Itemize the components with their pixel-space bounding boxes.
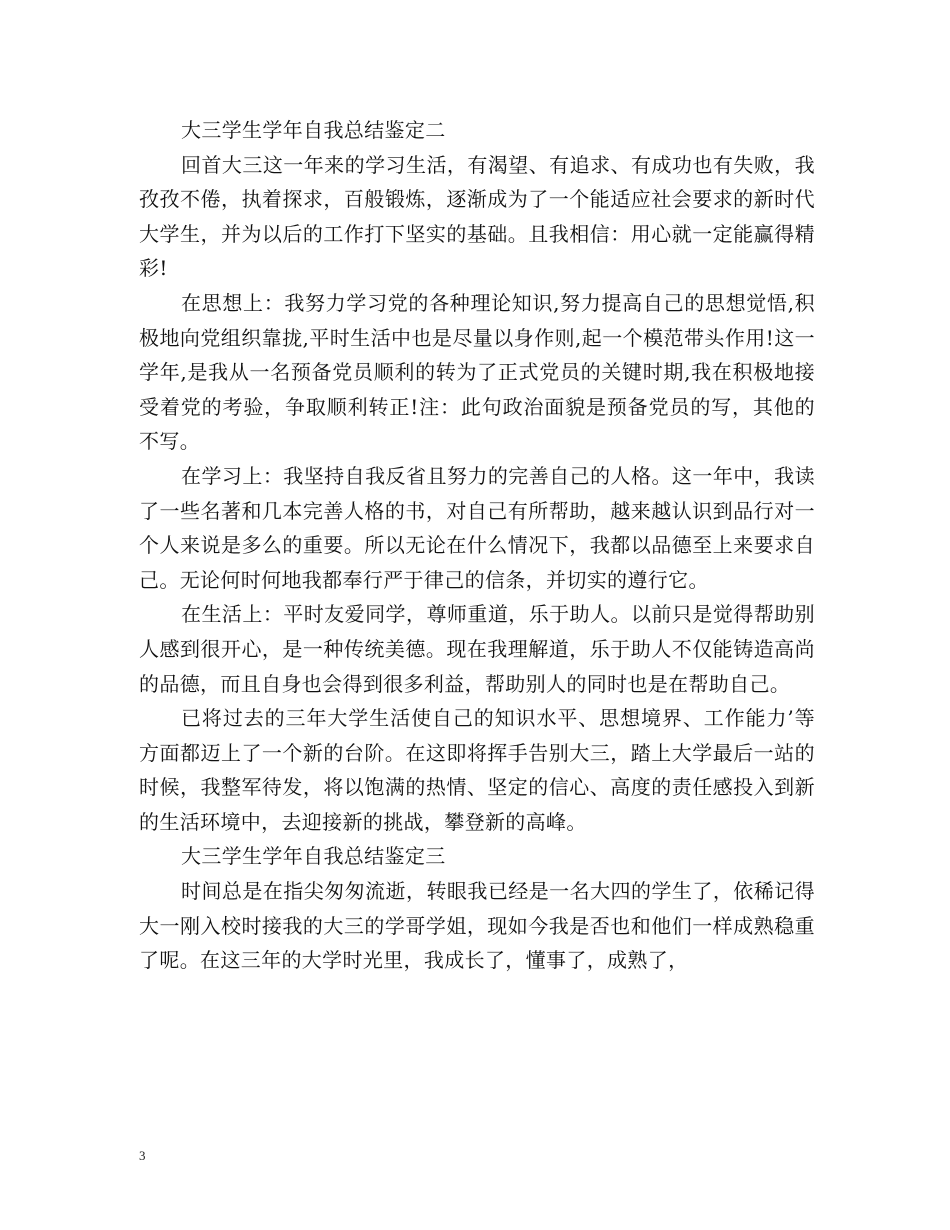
paragraph-study: 在学习上：我坚持自我反省且努力的完善自己的人格。这一年中，我读了一些名著和几本完善人格的书，对自己有所帮助，越来越认识到品行对一个人来说是多么的重要。所以无论在什么情况下，我都以品德至上来要求自己。无论何时何地我都奉行严于律己的信条，并切实的遵行它。 (139, 463, 815, 592)
section-heading-2: 大三学生学年自我总结鉴定二 (181, 118, 446, 142)
paragraph-intro: 回首大三这一年来的学习生活，有渴望、有追求、有成功也有失败，我孜孜不倦，执着探求，百般锻炼，逐渐成为了一个能适应社会要求的新时代大学生，并为以后的工作打下坚实的基础。且我相信：用心就一定能赢得精彩! (139, 152, 815, 281)
document-body (139, 113, 815, 978)
paragraph-time: 时间总是在指尖匆匆流逝，转眼我已经是一名大四的学生了，依稀记得大一刚入校时接我的大三的学哥学姐，现如今我是否也和他们一样成熟稳重了呢。在这三年的大学时光里，我成长了，懂事了，成熟了， (139, 879, 815, 973)
section-heading-3: 大三学生学年自我总结鉴定三 (181, 844, 446, 869)
paragraph-conclusion: 已将过去的三年大学生活使自己的知识水平、思想境界、工作能力’等方面都迈上了一个新的台阶。在这即将挥手告别大三，踏上大学最后一站的时候，我整军待发，将以饱满的热情、坚定的信心、高度的责任感投入到新的生活环境中，去迎接新的挑战，攀登新的高峰。 (139, 706, 815, 834)
paragraph-ideology: 在思想上：我努力学习党的各种理论知识,努力提高自己的思想觉悟,积极地向党组织靠拢,平时生活中也是尽量以身作则,起一个模范带头作用!这一学年,是我从一名预备党员顺利的转为了正式党员的关键时期,我在积极地接受着党的考验，争取顺利转正!注：此句政治面貌是预备党员的写，其他的不写。 (139, 290, 815, 454)
paragraph-life: 在生活上：平时友爱同学，尊师重道，乐于助人。以前只是觉得帮助别人感到很开心，是一种传统美德。现在我理解道，乐于助人不仅能铸造高尚的品德，而且自身也会得到很多利益，帮助别人的同时也是在帮助自己。 (139, 602, 815, 696)
page-number: 3 (139, 1148, 146, 1163)
